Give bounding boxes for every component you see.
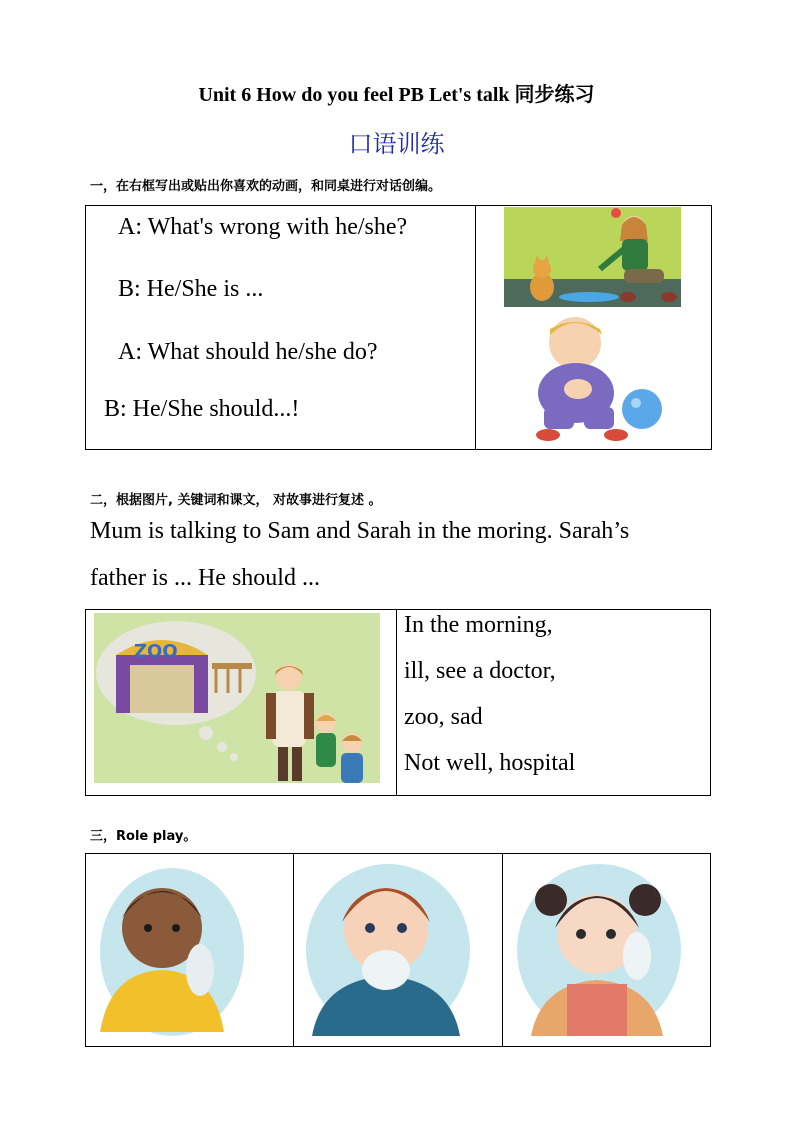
- section1-label: 一，在右框写出或贴出你喜欢的动画，和同桌进行对话创编。: [90, 179, 442, 194]
- section2-table: [85, 609, 711, 796]
- girl-sick-portrait: [507, 860, 707, 1038]
- boy-with-balloon-illustration: [520, 311, 665, 443]
- girl-and-cat-illustration: [504, 207, 681, 307]
- dialogue-line: B: He/She should...!: [104, 396, 300, 422]
- dialogue-cell: [86, 206, 476, 450]
- story-line: father is ... He should ...: [90, 565, 320, 591]
- dialogue-line: B: He/She is ...: [118, 276, 264, 302]
- keyword-line: In the morning,: [404, 612, 553, 638]
- keyword-line: zoo, sad: [404, 704, 483, 730]
- zoo-sign-text: ZOO: [134, 641, 178, 662]
- dialogue-line: A: What should he/she do?: [118, 339, 378, 365]
- role-cell: [86, 854, 294, 1047]
- role-cell: [502, 854, 710, 1047]
- boy-coughing-portrait: [90, 862, 290, 1038]
- picture-cell: [475, 206, 711, 450]
- role-cell: [294, 854, 502, 1047]
- story-picture-cell: [86, 610, 397, 796]
- page-title: Unit 6 How do you feel PB Let's talk 同步练习: [198, 84, 595, 106]
- section3-label: 三，Role play。: [90, 829, 197, 844]
- keyword-line: Not well, hospital: [404, 750, 576, 776]
- keyword-line: ill, see a doctor,: [404, 658, 556, 684]
- section1-table: [85, 205, 712, 450]
- section3-table: [85, 853, 711, 1047]
- dialogue-line: A: What's wrong with he/she?: [118, 214, 408, 240]
- zoo-story-illustration: [94, 613, 380, 783]
- section2-label: 二，根据图片, 关键词和课文， 对故事进行复述 。: [90, 493, 382, 508]
- keywords-cell: [397, 610, 711, 796]
- boy-blowing-nose-portrait: [298, 860, 498, 1038]
- story-line: Mum is talking to Sam and Sarah in the moring. Sarah’s: [90, 518, 630, 544]
- page-subtitle: 口语训练: [348, 130, 445, 158]
